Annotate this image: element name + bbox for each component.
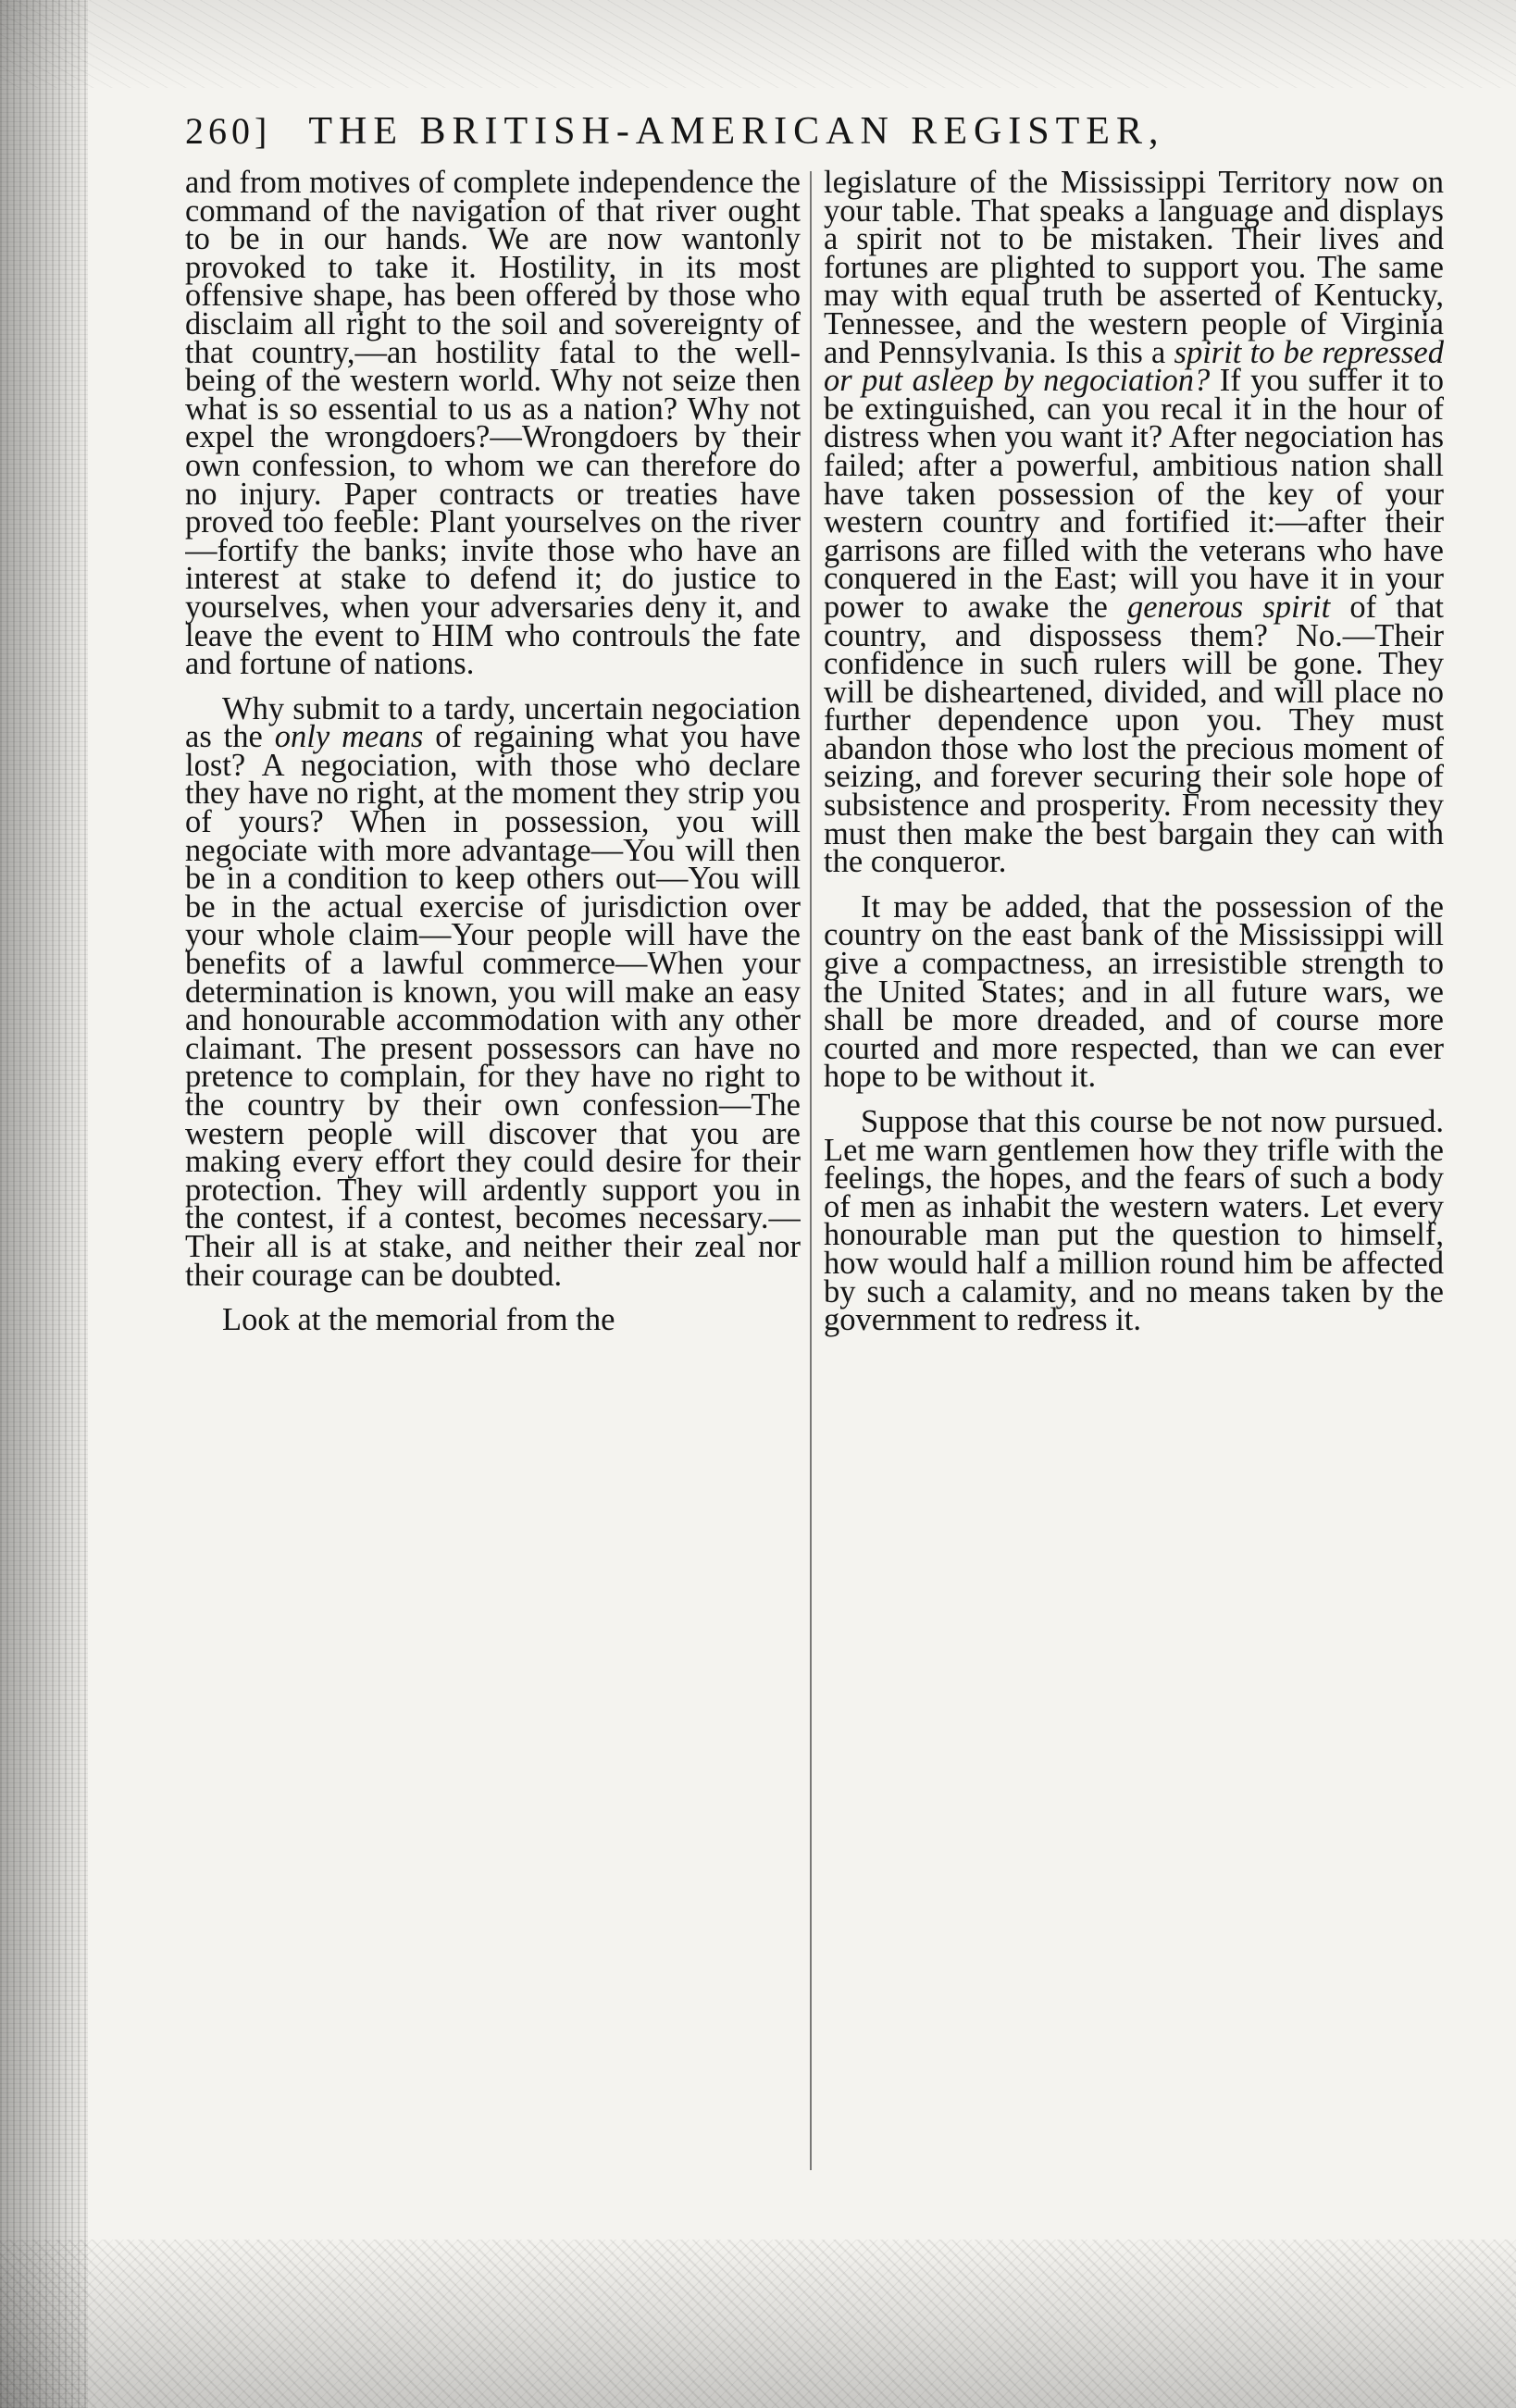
column-divider [810, 171, 812, 2170]
scan-noise-left-edge [0, 0, 88, 2408]
left-paragraph-2 [185, 690, 801, 1293]
running-header [185, 109, 1323, 165]
right-paragraph-2: It may be added, that the possession of the country on the east bank of the Mississippi will give a compactness, an irresistible strength to the United States; and in all future wars, we shall be more dreaded, and of course more courted and more respected, than we can ever hope to be without it. [824, 888, 1444, 1095]
right-paragraph-1-end: of that country, and dispossess them? No.—Their confidence in such rulers will be gone. They will be disheartened, divided, and will place no further dependence upon you. They must abandon those who lost the precious moment of seizing, and forever securing their sole hope of subsistence and prosperity. From necessity they must then make the best bargain they can with the conqueror. [824, 589, 1444, 880]
right-paragraph-1-middle: If you suffer it to be extinguished, can you recal it in the hour of distress when you want it? After negociation has failed; after a powerful, ambitious nation shall have taken possession of the key of your western country and fortified it:—after their garrisons are filled with the veterans who have conquered in the East; will you have it in your power to awake the [824, 363, 1444, 625]
right-paragraph-3: Suppose that this course be not now pursued. Let me warn gentlemen how they trifle with the feelings, the hopes, and the fears of such a body of men as inhabit the western waters. Let every honourable man put the question to himself, how would half a million round him be affected by such a calamity, and no means taken by the government to redress it. [824, 1104, 1444, 1338]
right-paragraph-1 [824, 168, 1444, 880]
running-title: THE BRITISH-AMERICAN REGISTER, [308, 110, 1165, 153]
right-paragraph-1-italic-2: generous spirit [1126, 589, 1331, 625]
left-paragraph-2-italic: only means [274, 719, 424, 755]
scan-noise-bottom-edge [0, 2240, 1516, 2408]
left-paragraph-2-start: Why submit to a tardy, uncertain negociation as the [185, 690, 801, 755]
left-paragraph-2-rest: of regaining what you have lost? A negociation, with those who declare they have no right, at the moment they strip you of yours? When in possession, you will negociate with more advantage—You will then be in a condition to keep others out—You will be in the actual exercise of jurisdiction over your whole claim—Your people will have the benefits of a lawful commerce—When your determination is known, you will make an easy and honourable accommodation with any other claimant. The present possessors can have no pretence to complain, for they have no right to the country by their own confession—The western people will discover that you are making every effort they could desire for their protection. They will ardently support you in the contest, if a contest, becomes necessary.—Their all is at stake, and neither their zeal nor their courage can be doubted. [185, 719, 801, 1293]
left-paragraph-3: Look at the memorial from the [222, 1302, 615, 1338]
right-paragraph-1-italic-1: spirit to be repressed or put asleep by negociation? [824, 334, 1444, 399]
left-column [185, 168, 801, 2223]
left-paragraph-1: and from motives of complete independence the command of the navigation of that river ought to be in our hands. We are now wantonly provoked to take it. Hostility, in its most offensive shape, has been offered by those who disclaim all right to the soil and sovereignty of that country,—an hostility fatal to the well-being of the western world. Why not seize then what is so essential to us as a nation? Why not expel the wrongdoers?—Wrongdoers by their own confession, to whom we can therefore do no injury. Paper contracts or treaties have proved too feeble: Plant yourselves on the river—fortify the banks; invite those who have an interest at stake to defend it; do justice to yourselves, when your adversaries deny it, and leave the event to HIM who controuls the fate and fortune of nations. [185, 168, 801, 682]
page-number: 260] [185, 110, 272, 152]
right-column [824, 168, 1444, 2223]
right-paragraph-1-start: legislature of the Mississippi Territory now on your table. That speaks a language and displays a spirit not to be mistaken. Their lives and fortunes are plighted to support you. The same may with equal truth be asserted of Kentucky, Tennessee, and the western people of Virginia and Pennsylvania. Is this a [824, 168, 1444, 370]
scan-noise-top-edge [0, 0, 1516, 88]
